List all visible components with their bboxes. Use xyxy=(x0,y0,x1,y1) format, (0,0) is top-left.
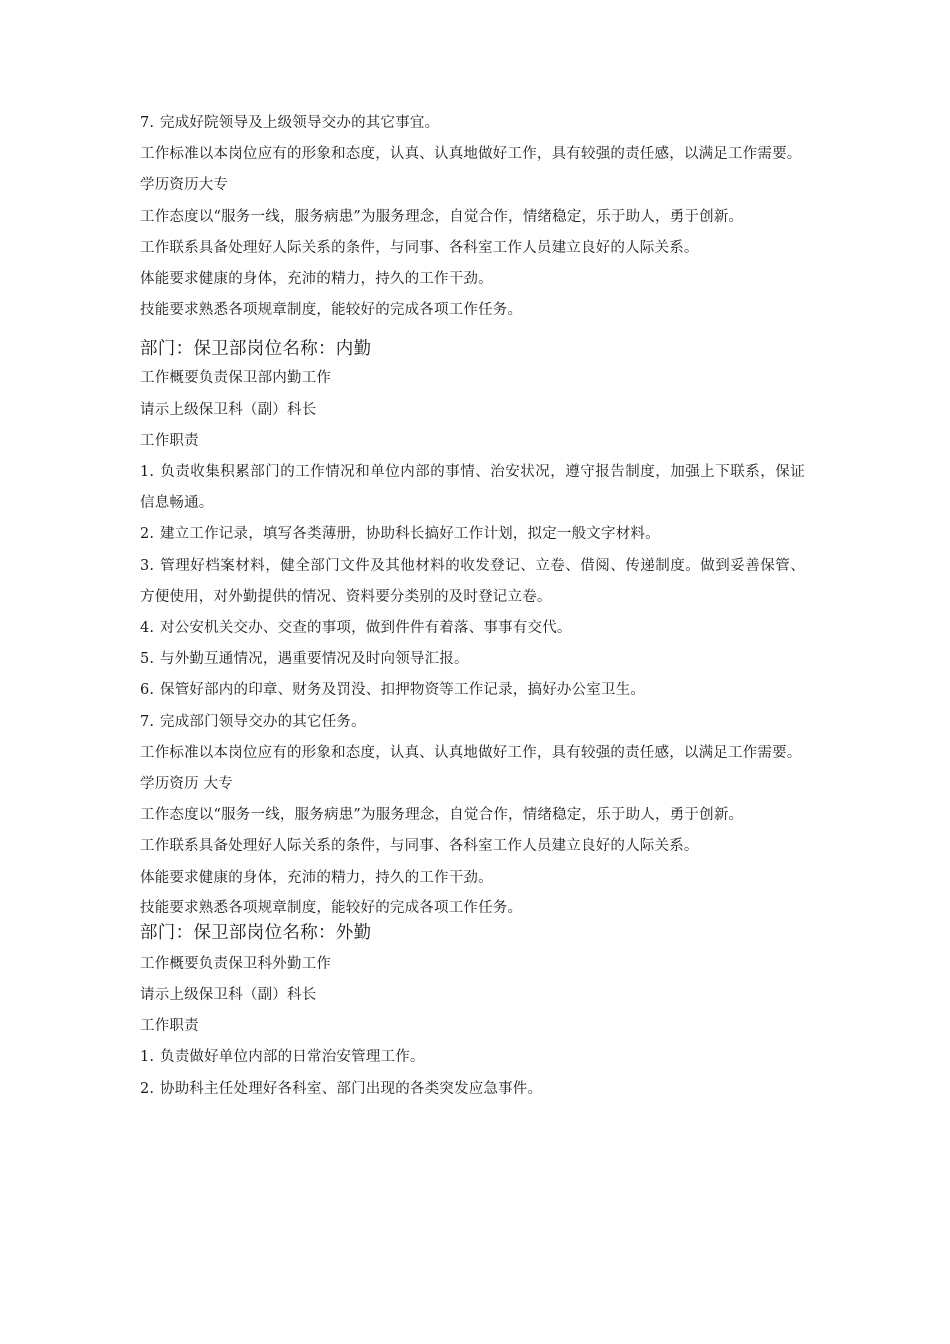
list-item xyxy=(140,108,805,139)
education-requirement: 学历资历大专 xyxy=(140,177,229,194)
work-standard: 工作标准以本岗位应有的形象和态度，认真、认真地做好工作，具有较强的责任感，以满足工作需要。 xyxy=(140,146,802,163)
list-text: 对公安机关交办、交查的事项，做到件件有着落、事事有交代。 xyxy=(160,620,572,637)
list-text: 负责收集积累部门的工作情况和单位内部的事情、治安状况，遵守报告制度，加强上下联系，保证信息畅通。 xyxy=(140,464,805,512)
work-overview: 工作概要负责保卫科外勤工作 xyxy=(140,955,332,972)
list-number: 4. xyxy=(140,620,155,637)
duties-title: 工作职责 xyxy=(140,432,199,449)
list-item xyxy=(140,1074,805,1105)
work-attitude: 工作态度以“服务一线，服务病患”为服务理念，自觉合作，情绪稳定，乐于助人，勇于创新。 xyxy=(140,208,744,225)
work-relations: 工作联系具备处理好人际关系的条件，与同事、各科室工作人员建立良好的人际关系。 xyxy=(140,838,699,855)
section-heading-external: 部门：保卫部岗位名称：外勤 xyxy=(140,922,372,943)
section-heading-internal: 部门：保卫部岗位名称：内勤 xyxy=(140,339,372,360)
list-number: 1. xyxy=(140,464,155,481)
list-item xyxy=(140,519,805,550)
list-item xyxy=(140,675,805,706)
list-item xyxy=(140,613,805,644)
list-number: 2. xyxy=(140,526,155,543)
list-item xyxy=(140,644,805,675)
list-number: 5. xyxy=(140,651,155,668)
list-text: 与外勤互通情况，遇重要情况及时向领导汇报。 xyxy=(160,651,469,668)
list-text: 协助科主任处理好各科室、部门出现的各类突发应急事件。 xyxy=(160,1080,543,1097)
list-item xyxy=(140,707,805,738)
list-item xyxy=(140,551,805,613)
list-item xyxy=(140,457,805,519)
skill-requirement: 技能要求熟悉各项规章制度，能较好的完成各项工作任务。 xyxy=(140,899,523,916)
list-text: 保管好部内的印章、财务及罚没、扣押物资等工作记录，搞好办公室卫生。 xyxy=(160,682,646,699)
list-number: 7. xyxy=(140,713,155,730)
list-text: 建立工作记录，填写各类薄册，协助科长搞好工作计划，拟定一般文字材料。 xyxy=(160,526,660,543)
list-number: 7. xyxy=(140,115,155,131)
list-number: 1. xyxy=(140,1049,155,1066)
list-text: 完成部门领导交办的其它任务。 xyxy=(160,713,366,730)
education-requirement: 学历资历 大专 xyxy=(140,776,234,793)
work-attitude: 工作态度以“服务一线，服务病患”为服务理念，自觉合作，情绪稳定，乐于助人，勇于创新。 xyxy=(140,807,744,824)
list-text: 管理好档案材料，健全部门文件及其他材料的收发登记、立卷、借阅、传递制度。做到妥善保管、方便使用，对外勤提供的情况、资料要分类别的及时登记立卷。 xyxy=(140,557,805,605)
work-standard: 工作标准以本岗位应有的形象和态度，认真、认真地做好工作，具有较强的责任感，以满足工作需要。 xyxy=(140,744,802,761)
list-number: 2. xyxy=(140,1080,155,1097)
work-relations: 工作联系具备处理好人际关系的条件，与同事、各科室工作人员建立良好的人际关系。 xyxy=(140,239,699,256)
skill-requirement: 技能要求熟悉各项规章制度，能较好的完成各项工作任务。 xyxy=(140,302,523,319)
reports-to: 请示上级保卫科（副）科长 xyxy=(140,987,317,1004)
physical-requirement: 体能要求健康的身体，充沛的精力，持久的工作干劲。 xyxy=(140,869,493,886)
document-page xyxy=(140,108,805,1105)
reports-to: 请示上级保卫科（副）科长 xyxy=(140,401,317,418)
duties-title: 工作职责 xyxy=(140,1018,199,1035)
physical-requirement: 体能要求健康的身体，充沛的精力，持久的工作干劲。 xyxy=(140,271,493,288)
list-text: 负责做好单位内部的日常治安管理工作。 xyxy=(160,1049,425,1066)
work-overview: 工作概要负责保卫部内勤工作 xyxy=(140,370,332,387)
list-item xyxy=(140,1042,805,1073)
list-text: 完成好院领导及上级领导交办的其它事宜。 xyxy=(160,115,440,131)
list-number: 3. xyxy=(140,557,155,574)
list-number: 6. xyxy=(140,682,155,699)
